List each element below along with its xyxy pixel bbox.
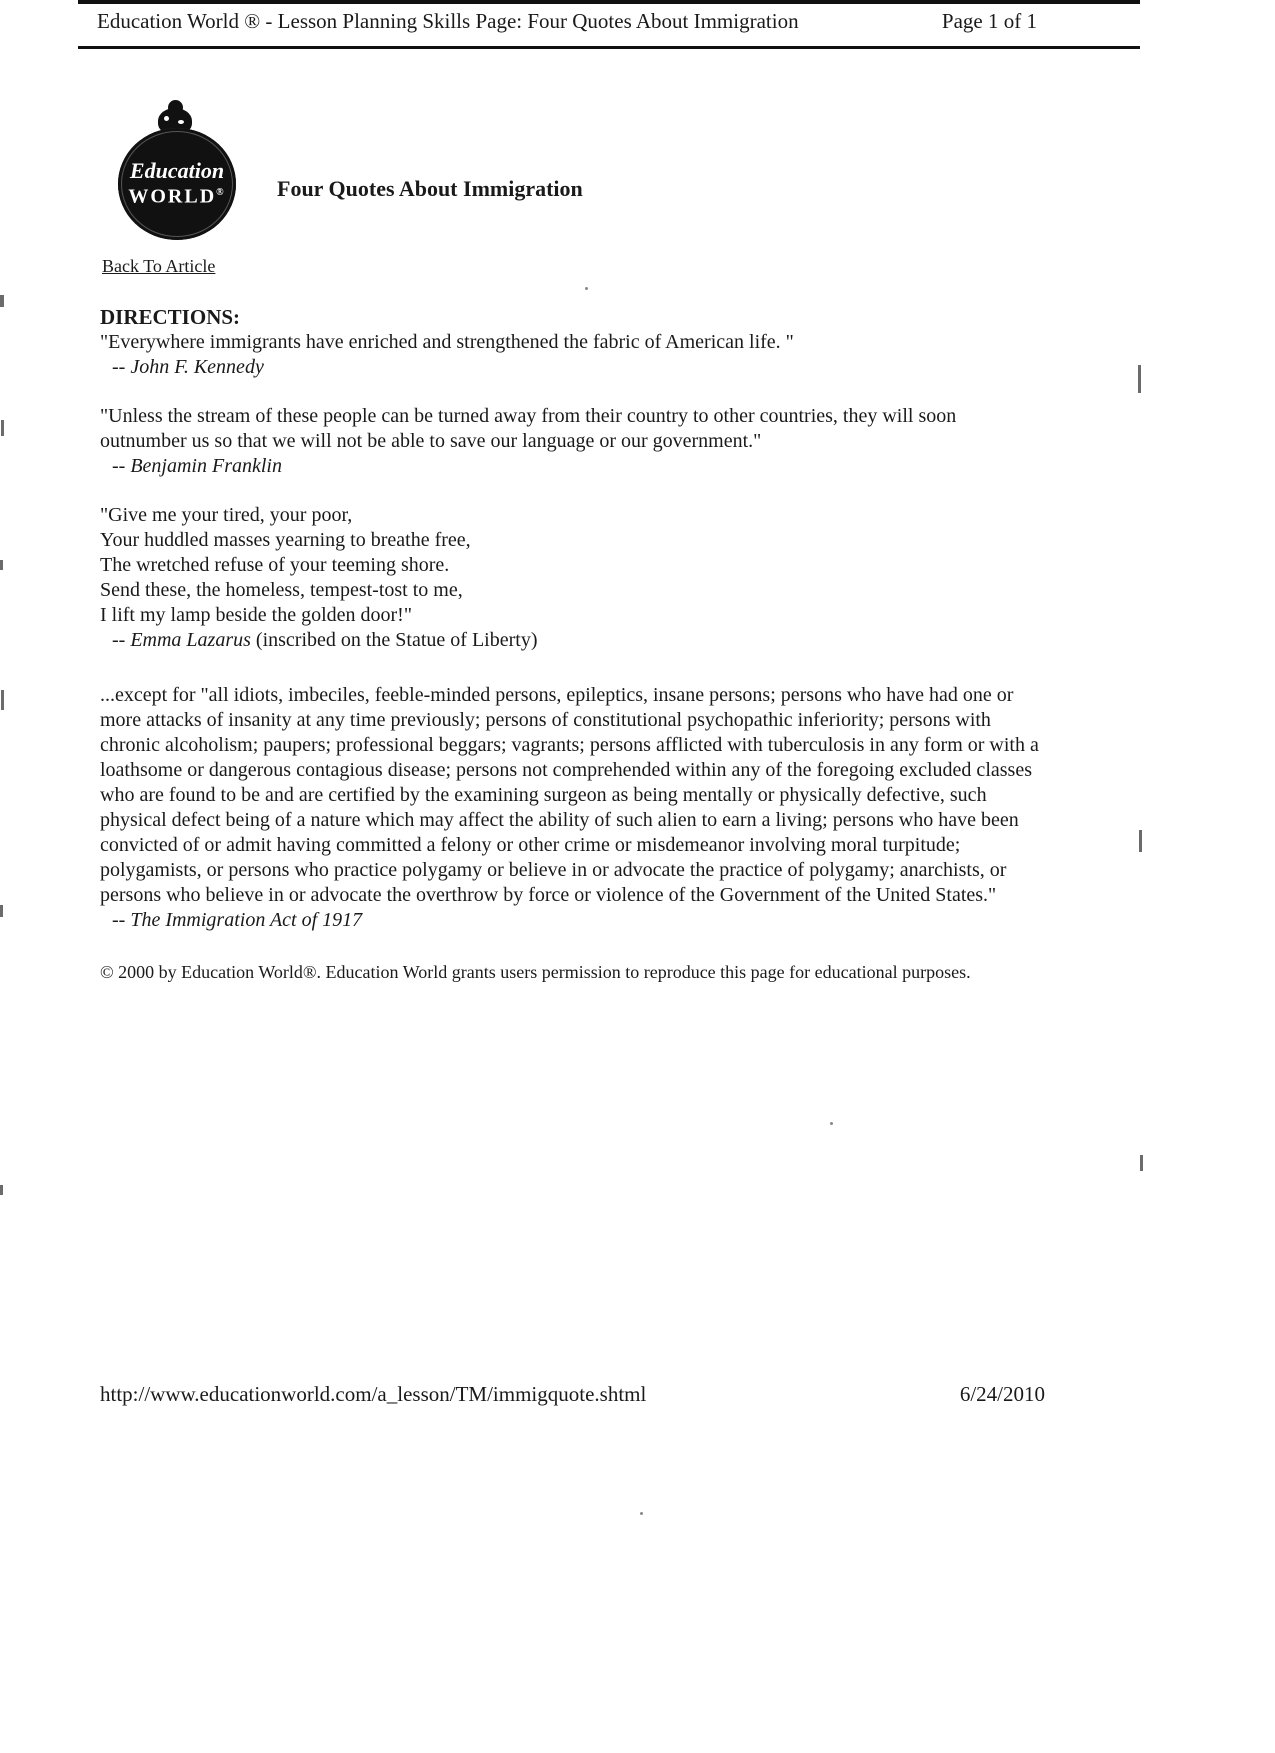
scan-artifact [1, 420, 4, 436]
scan-artifact [0, 295, 4, 307]
attribution-dashes: -- [112, 356, 126, 378]
poem-line: I lift my lamp beside the golden door!" [100, 604, 412, 626]
quote-paragraph: "Everywhere immigrants have enriched and strengthened the fabric of American life. " [100, 331, 794, 353]
quote-immigration-act [100, 683, 1045, 933]
attribution-name: Emma Lazarus [130, 629, 251, 651]
poem-line: The wretched refuse of your teeming shore. [100, 554, 450, 576]
scan-artifact [0, 905, 3, 917]
attribution-note: (inscribed on the Statue of Liberty) [255, 629, 538, 651]
quote-attribution [100, 628, 1045, 653]
logo-circle [118, 128, 236, 240]
scan-artifact [1138, 365, 1141, 393]
document-body [100, 305, 1045, 984]
attribution-name: The Immigration Act of 1917 [130, 909, 363, 931]
top-edge-line [78, 0, 1140, 4]
attribution-name: John F. Kennedy [130, 356, 264, 378]
attribution-dashes: -- [112, 629, 126, 651]
scan-artifact [830, 1122, 833, 1125]
attribution-dashes: -- [112, 909, 126, 931]
poem-line: Send these, the homeless, tempest-tost to me, [100, 579, 463, 601]
scan-artifact [585, 287, 588, 290]
quote-paragraph: ...except for "all idiots, imbeciles, feeble-minded persons, epileptics, insane persons; persons who have had one or more attacks of insanity at any time previously; persons of constitutional psychopathic inferiority; persons with chronic alcoholism; paupers; professional beggars; vagrants; persons afflicted with tuberculosis in any form or with a loathsome or dangerous contagious disease; persons not comprehended within any of the foregoing excluded classes who are found to be and are certified by the examining surgeon as being mentally or physically defective, such physical defect being of a nature which may affect the ability of such alien to earn a living; persons who have been convicted of or admit having committed a felony or other crime or misdemeanor involving moral turpitude; polygamists, or persons who practice polygamy or believe in or advocate the practice of polygamy; anarchists, or persons who believe in or advocate the overthrow by force or violence of the Government of the United States." [100, 684, 1039, 906]
quote-attribution [100, 454, 1045, 479]
poem-line: Your huddled masses yearning to breathe free, [100, 529, 471, 551]
attribution-dashes: -- [112, 455, 126, 477]
footer-date: 6/24/2010 [959, 1382, 1045, 1406]
quote-kennedy [100, 330, 1045, 380]
scan-artifact [0, 560, 3, 570]
back-to-article-link[interactable]: Back To Article [102, 256, 216, 276]
header-rule [78, 46, 1140, 49]
quote-franklin [100, 404, 1045, 479]
scan-artifact [1140, 1155, 1143, 1171]
logo-text-world: WORLD® [128, 185, 226, 208]
quote-attribution [100, 355, 1045, 380]
quote-paragraph: "Unless the stream of these people can be turned away from their country to other countries, they will soon outnumber us so that we will not be able to save our language or our government." [100, 405, 957, 452]
poem-line: "Give me your tired, your poor, [100, 504, 353, 526]
scan-artifact [640, 1512, 643, 1515]
directions-label: DIRECTIONS: [100, 305, 241, 329]
footer-url: http://www.educationworld.com/a_lesson/TM/immigquote.shtml [100, 1382, 647, 1406]
attribution-name: Benjamin Franklin [130, 455, 282, 477]
scan-artifact [1139, 830, 1142, 852]
quote-attribution [100, 908, 1045, 933]
scan-artifact [0, 1185, 3, 1195]
copyright-text: © 2000 by Education World®. Education World grants users permission to reproduce this page for educational purposes. [100, 962, 971, 982]
scan-artifact [1, 690, 4, 710]
print-header [97, 9, 1037, 34]
print-footer [100, 1382, 1045, 1407]
logo-text-education: Education [129, 158, 225, 184]
page-number: Page 1 of 1 [941, 9, 1037, 33]
page-title: Four Quotes About Immigration [277, 176, 583, 201]
registered-mark: ® [216, 187, 226, 199]
quote-lazarus [100, 503, 1045, 653]
header-title: Education World ® - Lesson Planning Skills Page: Four Quotes About Immigration [97, 9, 799, 33]
